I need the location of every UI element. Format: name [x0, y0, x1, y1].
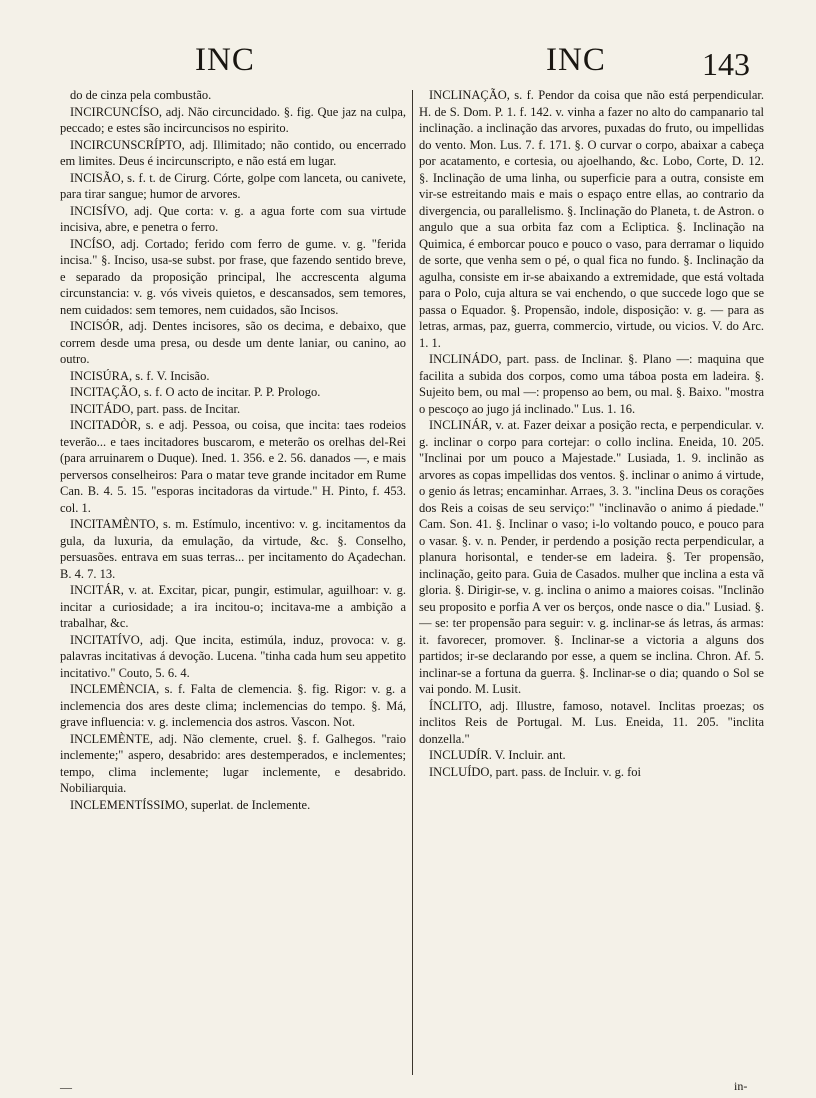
- entry: INCISÍVO, adj. Que corta: v. g. a agua forte com sua virtude incisiva, abre, e penetra o ferro.: [60, 203, 406, 234]
- entry: INCITÁR, v. at. Excitar, picar, pungir, estimular, aguilhoar: v. g. incitar a curiosidade; a ira incitou-o; incitava-me a ambição a trabalhar, &c.: [60, 583, 406, 630]
- entry: INCLUDÍR. V. Incluir. ant.: [429, 748, 566, 762]
- entry: INCITATÍVO, adj. Que incita, estimúla, induz, provoca: v. g. palavras incitativas á devoção. Lucena. "tinha cada hum seu appetito incitativo." Couto, 5. 6. 4.: [60, 632, 406, 680]
- footer-mark: —: [60, 1080, 72, 1094]
- entry: INCLUÍDO, part. pass. de Incluir. v. g. foi: [429, 764, 641, 779]
- entry: INCLEMÈNTE, adj. Não clemente, cruel. §. f. Galhegos. "raio inclemente;" aspero, desabrido: ares destemperados, e inclementes; tempo, clima inclemente; lugar inclemente, e desabrido. Nobiliarquia.: [60, 731, 406, 795]
- entry: INCLINAÇÃO, s. f. Pendor da coisa que não está perpendicular. H. de S. Dom. P. 1. f. 142. v. vinha a fazer no alto do campanario tal inclinação. a inclinação das arvores, puxadas do fruto, ou impellidas do vento. Mon. Lus. 7. f. 171. §. O curvar o corpo, abaixar a cabeça por acatamento, e cortesia, ou ajoelhando, &c. Lobo, Corte, D. 12. §. Inclinação de uma linha, ou superficie para a outra, consiste em vir-se estreitando mais e mais o espaço entre ellas, ao contrario da divergencia, ou parallelismo. §. Inclinação do Planeta, t. de Astron. o angulo que a sua orbita faz com a Ecliptica. §. Inclinação na Quimica, é emborcar pouco e pouco o vaso, para derramar o liquido de sorte, que venha sem o pé, o qual fica no fundo. §. Inclinação da agulha, consiste em ir-se abaixando a extremidade, que está voltada para o Polo, cuja altura se vai enchendo, o que succede logo que se passa o Equador. §. Propensão, indole, disposição: v. g. — para as letras, armas, paz, guerra, commercio, virtude, ou vicios. V. do Arc. 1. 1.: [419, 88, 764, 350]
- running-head: [60, 42, 760, 84]
- entry: INCÍSO, adj. Cortado; ferido com ferro de gume. v. g. "ferida incisa." §. Inciso, usa-se subst. por frase, que fazendo sentido breve, e separado da proposição principal, lhe accrescenta alguma circunstancia: v. g. vós viveis quietos, e descansados, sem temores, nem cuidados: sem temores, nem cuidados, são Incisos.: [60, 236, 406, 317]
- entry: do de cinza pela combustão.: [70, 88, 212, 102]
- catchword: in-: [734, 1079, 748, 1093]
- entry: INCISÃO, s. f. t. de Cirurg. Córte, golpe com lanceta, ou canivete, para tirar sangue; humor de arvores.: [60, 170, 406, 201]
- entry: ÍNCLITO, adj. Illustre, famoso, notavel. Inclitas proezas; os inclitos Reis de Portugal. M. Lus. Eneida, 11. 205. "inclita donzella.": [419, 698, 764, 746]
- running-head-right: INC: [546, 42, 606, 78]
- entry: INCITÁDO, part. pass. de Incitar.: [70, 401, 241, 416]
- entry: INCITAÇÃO, s. f. O acto de incitar. P. P. Prologo.: [70, 385, 321, 399]
- entry: INCITADÒR, s. e adj. Pessoa, ou coisa, que incita: taes rodeios teverão... e taes incitadores buscarom, e meterão os orelhas del-Rei (para arruinarem o Duque). Ined. 1. 356. e 2. 56. danados —, e mais perversos conselheiros: Para o matar teve grande incitador em Rume Can. B. 4. 5. 15. "esporas incitadoras da virtude." H. Pinto, f. 453. col. 1.: [60, 418, 406, 515]
- entry: INCITAMÈNTO, s. m. Estímulo, incentivo: v. g. incitamentos da gula, da luxuria, da emulação, da virtude, &c. §. Conselho, persuasões. entrava em suas terras... per incitamento do Açadechan. B. 4. 7. 13.: [60, 517, 406, 581]
- entry: INCLINÁR, v. at. Fazer deixar a posição recta, e perpendicular. v. g. inclinar o corpo para cortejar: o collo inclina. Eneida, 10. 205. "Inclinai por um pouco a Majestade." Lusiada, 1. 9. inclinão as arvores as copas impellidas dos ventos. §. inclinar o animo á virtude, o genio ás letras; encaminhar. Arraes, 3. 3. "inclina Deus os corações dos Reis a coisas de seu serviço:" "inclinavão o animo á piedade." Cam. Son. 41. §. Inclinar o vaso; i-lo voltando pouco, e pouco para o vasar. §. v. n. Pender, ir perdendo a posição recta perpendicular, a planura horisontal, e tender-se em ladeira. §. Ter propensão, inclinação, geito para. Guia de Casados. mulher que inclina a esta vã gloria. §. Dirigir-se, v. g. inclina o animo a maiores coisas. "Inclinão seu proposito e porfia A ver os berços, onde nasce o dia." Lusiad. §. — se: ter propensão para seguir: v. g. inclinar-se ás letras, ás armas: it. favorecer, promover. §. Inclinar-se a victoria a alguns dos partidos; ir-se declarando por esse, a quem se inclina. Chron. Af. 5. inclinar-se a fortuna da guerra. §. Inclinar-se o dia; quando o Sol se vai pondo. M. Lusit.: [419, 418, 764, 696]
- entry: INCIRCUNCÍSO, adj. Não circuncidado. §. fig. Que jaz na culpa, peccado; e estes são incircuncisos no espirito.: [60, 104, 406, 135]
- entry: INCLEMÈNCIA, s. f. Falta de clemencia. §. fig. Rigor: v. g. a inclemencia dos ares deste clima; inclemencias do tempo. §. Má, grave influencia: v. g. inclemencia dos astros. Vascon. Not.: [60, 682, 406, 729]
- entry: INCISÚRA, s. f. V. Incisão.: [70, 368, 210, 383]
- entry: INCISÓR, adj. Dentes incisores, são os decima, e debaixo, que correm desde uma presa, ou desde um dente laniar, ou canino, ao outro.: [60, 319, 406, 366]
- column-divider: [412, 90, 413, 1075]
- entry: INCIRCUNSCRÍPTO, adj. Illimitado; não contido, ou encerrado em limites. Deus é incircunscripto, e não está em lugar.: [60, 137, 406, 168]
- page-number: 143: [702, 46, 750, 82]
- left-column: [60, 87, 406, 1077]
- right-column: [419, 87, 764, 1077]
- running-head-left: INC: [195, 42, 255, 78]
- entry: INCLINÁDO, part. pass. de Inclinar. §. Plano —: maquina que facilita a subida dos corpos, como uma táboa posta em ladeira. §. Sujeito bem, ou mal —: propenso ao bem, ou mal. §. Baixo. "mostra o pescoço ao jugo já inclinado." Lus. 1. 16.: [419, 352, 764, 416]
- entry: INCLEMENTÍSSIMO, superlat. de Inclemente.: [70, 797, 311, 812]
